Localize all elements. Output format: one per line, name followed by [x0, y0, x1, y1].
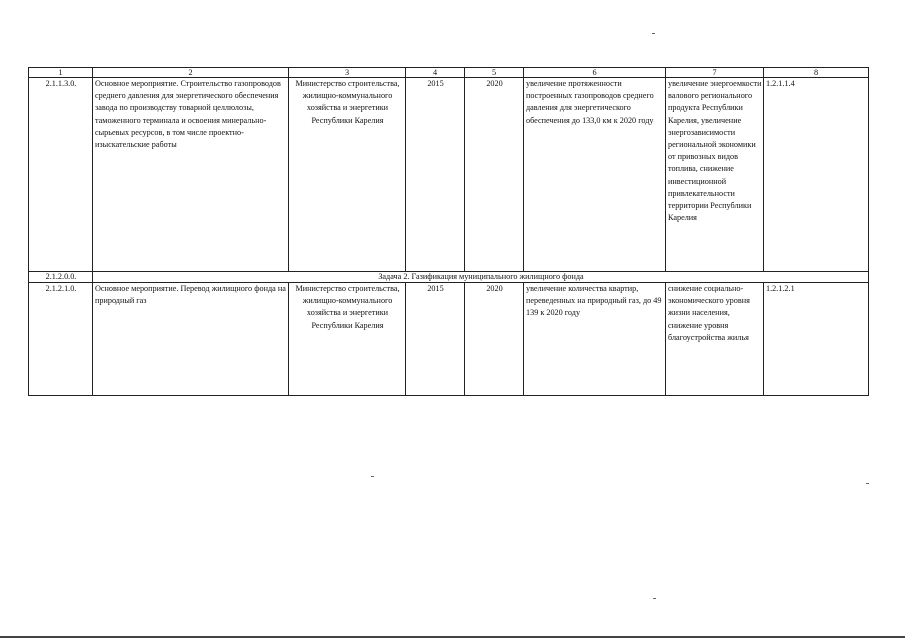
scan-mark [653, 598, 656, 599]
indicator-ref: 1.2.1.2.1 [764, 283, 869, 396]
column-header: 8 [764, 68, 869, 78]
scan-mark [371, 476, 374, 477]
executor-text: Министерство строительства, жилищно-коммунального хозяйства и энергетики Республики Карелия [289, 78, 406, 272]
row-code: 2.1.2.0.0. [29, 272, 93, 283]
indicator-ref: 1.2.1.1.4 [764, 78, 869, 272]
result-text: увеличение протяженности построенных газопроводов среднего давления для энергетического обеспечения до 133,0 км к 2020 году [524, 78, 666, 272]
start-year: 2015 [406, 283, 465, 396]
executor-text: Министерство строительства, жилищно-коммунального хозяйства и энергетики Республики Карелия [289, 283, 406, 396]
row-code: 2.1.2.1.0. [29, 283, 93, 396]
task-row [29, 272, 869, 283]
column-header: 1 [29, 68, 93, 78]
measure-text: Основное мероприятие. Строительство газопроводов среднего давления для энергетического обеспечения завода по производству товарной целлюлозы, таможенного терминала и освоения минерально-сырьевых ресурсов, в том числе проектно-изыскательские работы [93, 78, 289, 272]
start-year: 2015 [406, 78, 465, 272]
scan-mark [652, 33, 655, 34]
measure-text: Основное мероприятие. Перевод жилищного фонда на природный газ [93, 283, 289, 396]
column-header: 2 [93, 68, 289, 78]
effect-text: увеличение энергоемкости валового регионального продукта Республики Карелия, увеличение энергозависимости региональной экономики от привозных видов топлива, снижение инвестиционной привлекательности территории Республики Карелия [666, 78, 764, 272]
end-year: 2020 [465, 78, 524, 272]
column-number-header-row [29, 68, 869, 78]
effect-text: снижение социально-экономического уровня жизни населения, снижение уровня благоустройства жилья [666, 283, 764, 396]
result-text: увеличение количества квартир, переведенных на природный газ, до 49 139 к 2020 году [524, 283, 666, 396]
row-code: 2.1.1.3.0. [29, 78, 93, 272]
column-header: 4 [406, 68, 465, 78]
column-header: 3 [289, 68, 406, 78]
table-row [29, 78, 869, 272]
column-header: 6 [524, 68, 666, 78]
column-header: 7 [666, 68, 764, 78]
column-header: 5 [465, 68, 524, 78]
scan-mark [866, 483, 869, 484]
page-bottom-edge [0, 636, 905, 638]
document-table [28, 67, 869, 396]
task-title: Задача 2. Газификация муниципального жилищного фонда [93, 272, 869, 283]
table-row [29, 283, 869, 396]
end-year: 2020 [465, 283, 524, 396]
